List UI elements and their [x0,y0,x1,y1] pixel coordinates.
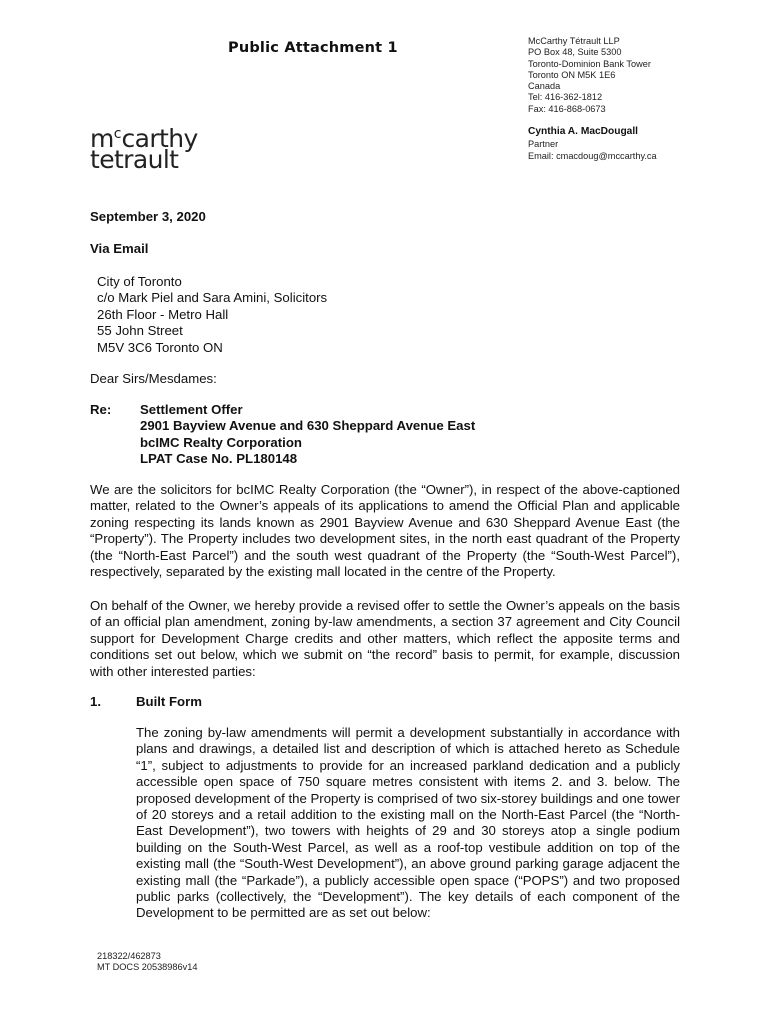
re-subject [140,402,475,468]
section-number: 1. [90,694,101,709]
section-title: Built Form [136,694,202,709]
salutation: Dear Sirs/Mesdames: [90,371,217,386]
partner-email[interactable]: Email: cmacdoug@mccarthy.ca [528,150,657,161]
recipient-line: 26th Floor - Metro Hall [97,306,229,322]
document-footer [97,951,197,973]
partner-name: Cynthia A. MacDougall [528,126,638,137]
section-paragraph: The zoning by-law amendments will permit a development substantially in accordance with plans and drawings, a detailed list and description of which is attached hereto as Schedule “1”, subject to adjustments to provide for an increased parkland dedication and a publicly accessible open space of 750 square metres consistent with items 2. and 3. below. The proposed development of the Property is comprised of two six-storey buildings and one tower of 20 storeys and a retail addition to the existing mall on the North-East Parcel (the “North-East Development”), two towers with heights of 29 and 30 storeys atop a single podium building on the South-West Parcel, as well as a roof-top vestibule addition on top of the existing mall (the “South-West Development”), an above ground parking garage adjacent the existing mall (the “Parkade”), a publicly accessible open space (“POPS”) and two proposed public parks (collectively, the “Development”). The key details of each component of the Development to be permitted are as set out below: [136,725,680,921]
firm-city: Toronto ON M5K 1E6 [528,69,616,80]
firm-fax: Fax: 416-868-0673 [528,103,606,114]
recipient-line: 55 John Street [97,323,183,339]
recipient-line: City of Toronto [97,274,182,289]
body-paragraph-2: On behalf of the Owner, we hereby provide a revised offer to settle the Owner’s appeals on the basis of an official plan amendment, zoning by-law amendments, a section 37 agreement and City Council support for Development Charge credits and other matters, which reflect the apposite terms and conditions set out below, which we submit on “the record” basis to permit, for example, discussion with other interested parties: [90,598,680,679]
attachment-label: Public Attachment 1 [228,40,398,56]
partner-block [528,126,657,162]
delivery-method: Via Email [90,241,149,256]
firm-country: Canada [528,81,561,92]
recipient-address [97,274,327,356]
firm-name: McCarthy Tétrault LLP [528,36,620,46]
re-label: Re: [90,402,112,417]
re-line: 2901 Bayview Avenue and 630 Sheppard Avenue East [140,418,476,434]
footer-file-number: 218322/462873 [97,951,161,961]
recipient-line: M5V 3C6 Toronto ON [97,339,223,355]
partner-title: Partner [528,139,559,150]
firm-building: Toronto-Dominion Bank Tower [528,58,651,69]
footer-doc-id: MT DOCS 20538986v14 [97,962,198,972]
body-paragraph-1: We are the solicitors for bcIMC Realty Corporation (the “Owner”), in respect of the above-captioned matter, related to the Owner’s appeals of its applications to amend the Official Plan and applicable zoning respecting its lands known as 2901 Bayview Avenue and 630 Sheppard Avenue East (the “Property”). The Property includes two development sites, in the north east quadrant of the Property (the “North-East Parcel”) and the south west quadrant of the Property (the “South-West Parcel”), respectively, separated by the existing mall located in the centre of the Property. [90,482,680,580]
re-line: LPAT Case No. PL180148 [140,451,298,467]
firm-tel: Tel: 416-362-1812 [528,92,603,103]
letter-date: September 3, 2020 [90,209,206,224]
recipient-line: c/o Mark Piel and Sara Amini, Solicitors [97,290,328,306]
firm-po-box: PO Box 48, Suite 5300 [528,47,622,58]
re-line: bcIMC Realty Corporation [140,434,302,450]
firm-address-block [528,36,651,115]
mccarthy-tetrault-logo: $m^ccarthy$ tetrault [90,124,198,174]
re-line: Settlement Offer [140,402,243,417]
